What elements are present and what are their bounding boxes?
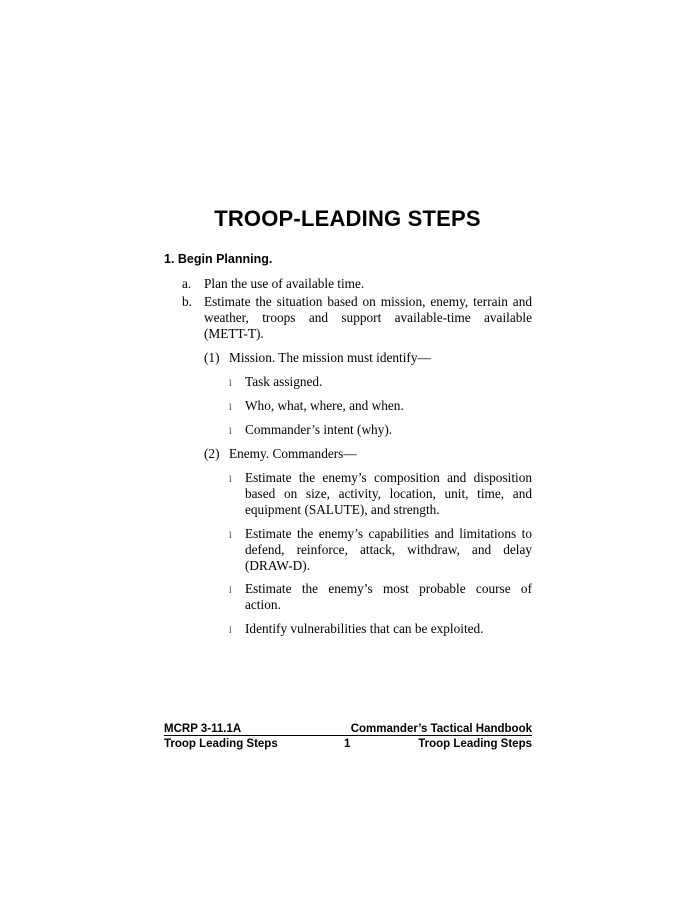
bullet-icon: l	[229, 585, 232, 595]
mission-text: Mission. The mission must identify—	[229, 350, 431, 365]
enemy-text: Enemy. Commanders—	[229, 446, 357, 461]
enemy-bullet-2-line-1: Estimate the enemy’s capabilities and limitations to	[245, 526, 532, 541]
enemy-bullet-2-line-3: (DRAW-D).	[245, 558, 311, 573]
step-a-text: Plan the use of available time.	[204, 276, 365, 291]
footer-divider	[164, 735, 532, 736]
bullet-icon: l	[229, 474, 232, 484]
mission-marker: (1)	[204, 350, 220, 365]
footer-publication: MCRP 3-11.1A	[164, 723, 242, 735]
bullet-icon: l	[229, 625, 232, 635]
step-a-marker: a.	[182, 276, 192, 291]
enemy-bullet-1	[229, 470, 532, 518]
enemy-bullet-3-line-2: action.	[245, 597, 281, 612]
enemy-bullet-2-line-2: defend, reinforce, attack, withdraw, and delay	[245, 542, 532, 557]
bullet-icon: l	[229, 426, 232, 436]
enemy-bullet-2	[229, 526, 532, 574]
mission-bullet-text: Who, what, where, and when.	[245, 398, 404, 413]
step-b-marker: b.	[182, 294, 192, 309]
mission-bullet-text: Task assigned.	[245, 374, 323, 389]
enemy-bullet-3	[229, 581, 532, 613]
page-title: TROOP-LEADING STEPS	[214, 206, 481, 231]
footer-handbook: Commander’s Tactical Handbook	[350, 723, 532, 735]
step-b-line-2: weather, troops and support available-time available	[204, 310, 532, 325]
section-heading: 1. Begin Planning.	[164, 252, 273, 266]
step-b-line-3: (METT-T).	[204, 326, 264, 341]
footer-page-number: 1	[344, 738, 351, 750]
bullet-icon: l	[229, 530, 232, 540]
enemy-bullet-4-text: Identify vulnerabilities that can be exploited.	[245, 621, 484, 636]
enemy-bullet-1-line-2: based on size, activity, location, unit, time, and	[245, 486, 532, 501]
footer-left-section: Troop Leading Steps	[164, 738, 278, 750]
enemy-bullet-1-line-3: equipment (SALUTE), and strength.	[245, 502, 440, 517]
step-b-line-1: Estimate the situation based on mission, enemy, terrain and	[204, 294, 532, 309]
bullet-icon: l	[229, 402, 232, 412]
mission-bullet-text: Commander’s intent (why).	[245, 422, 393, 437]
enemy-bullet-3-line-1: Estimate the enemy’s most probable course of	[245, 581, 532, 596]
bullet-icon: l	[229, 378, 232, 388]
step-b	[182, 294, 532, 342]
footer-right-section: Troop Leading Steps	[418, 738, 532, 750]
enemy-bullet-1-line-1: Estimate the enemy’s composition and disposition	[245, 470, 532, 485]
enemy-marker: (2)	[204, 446, 220, 461]
